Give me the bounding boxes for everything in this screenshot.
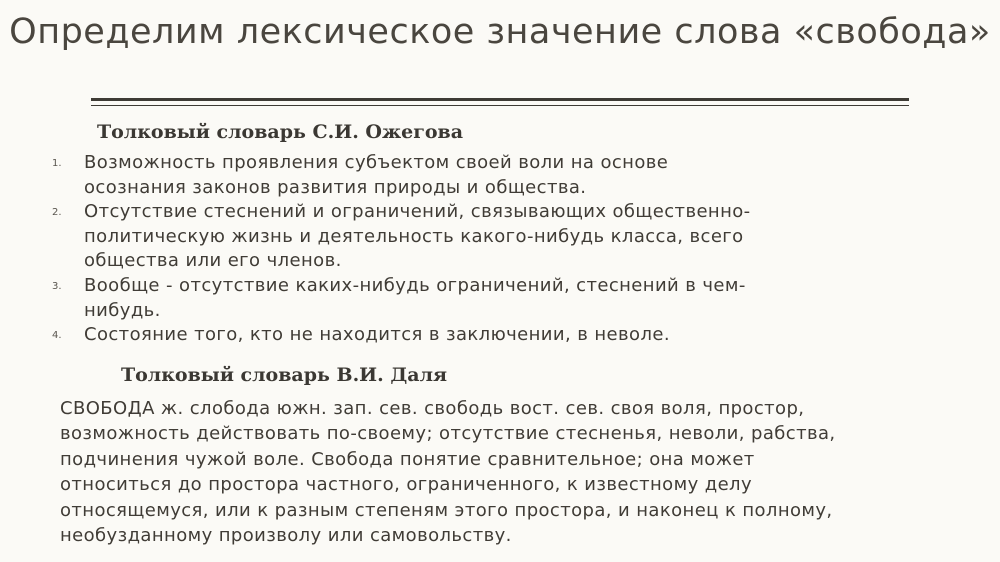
dal-heading: Толковый словарь В.И. Даля xyxy=(121,364,447,386)
title-divider-thin xyxy=(91,105,909,106)
definition-text: Вообще - отсутствие каких-нибудь ограничений, стеснений в чем-нибудь. xyxy=(84,274,746,321)
definition-item xyxy=(50,323,770,348)
item-number: 4. xyxy=(52,330,62,342)
definition-text: Состояние того, кто не находится в заключении, в неволе. xyxy=(84,324,670,346)
definition-item xyxy=(50,151,770,200)
item-number: 1. xyxy=(52,158,62,169)
slide-title: Определим лексическое значение слова «свобода» xyxy=(9,12,991,52)
ozhegov-heading: Толковый словарь С.И. Ожегова xyxy=(97,121,464,143)
definition-item xyxy=(50,274,770,323)
definition-text: Отсутствие стеснений и ограничений, связывающих общественно-политическую жизнь и деятельность какого-нибудь класса, всего общества или его членов. xyxy=(84,201,751,272)
title-divider-thick xyxy=(91,98,909,101)
item-number: 2. xyxy=(52,207,62,219)
definition-text: Возможность проявления субъектом своей воли на основе осознания законов развития природы и общества. xyxy=(84,152,669,198)
definition-item xyxy=(50,200,770,274)
item-number: 3. xyxy=(52,280,62,292)
dal-definition-text: СВОБОДА ж. слобода южн. зап. сев. свободь вост. сев. своя воля, простор, возможность действовать по-своему; отсутствие стесненья, неволи, рабства, подчинения чужой воле. Свобода понятие сравнительное; она может относиться до простора частного, ограниченного, к известному делу относящемуся, или к разным степеням этого простора, и наконец к полному, необузданному произволу или самовольству. xyxy=(60,398,836,547)
ozhegov-definition-list xyxy=(50,151,770,348)
